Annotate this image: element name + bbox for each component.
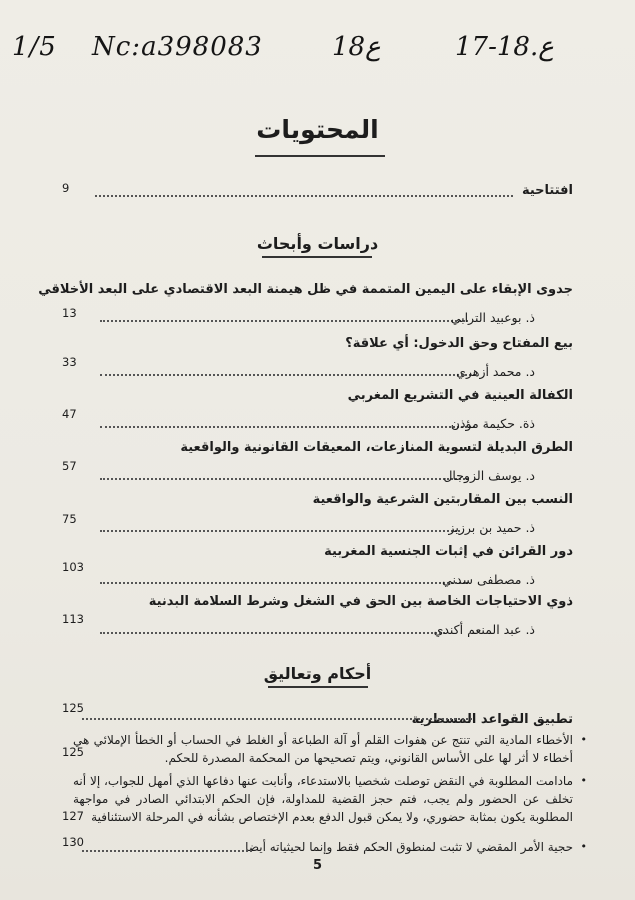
page-number: 75	[62, 512, 77, 526]
page-number: 113	[62, 612, 84, 626]
ruling-text: حجية الأمر المقضي لا تثبت لمنطوق الحكم فقط وإنما لحيثياته أيضا	[245, 840, 573, 854]
leader-dots	[100, 478, 468, 480]
article-title: جدوى الإبقاء على اليمين المتممة في ظل هيمنة البعد الاقتصادي على البعد الأخلاقي	[38, 282, 573, 297]
ruling-item	[73, 838, 587, 856]
article-title: الكفالة العينية في التشريع المغربي	[347, 388, 573, 403]
page-number: 57	[62, 459, 77, 473]
page-number: 127	[62, 809, 84, 823]
article-author: د. محمد أزهري	[456, 364, 535, 379]
article-author: د. يوسف الزوجال	[443, 468, 535, 483]
page-number: 13	[62, 306, 77, 320]
bullet-icon: •	[580, 733, 587, 746]
handwritten-code: Nc:a398083	[92, 32, 263, 62]
article-title: ذوي الاحتياجات الخاصة بين الحق في الشغل وشرط السلامة البدنية	[148, 594, 573, 609]
rulings-heading: تطبيق القواعد المسطرية	[411, 712, 573, 727]
ruling-text: الأخطاء المادية التي تنتج عن هفوات القلم أو آلة الطباعة أو الغلط في الحساب أو الخطأ الإملائي هي أخطاء لا أثر لها على الأساس القانوني، ويتم تصحيحها من المحكمة المصدرة للحكم.	[73, 733, 573, 765]
article-author: ذة. حكيمة مؤذن	[450, 416, 535, 431]
page-footer-number: 5	[312, 858, 323, 873]
leader-dots	[100, 632, 445, 634]
page-number: 47	[62, 407, 77, 421]
leader-dots	[100, 320, 468, 322]
leader-dots	[95, 195, 513, 197]
section-underline	[268, 686, 368, 688]
title-underline	[255, 155, 385, 157]
page-number: 9	[62, 181, 70, 195]
ruling-item	[73, 731, 587, 767]
bullet-icon: •	[580, 774, 587, 787]
section-rulings: أحكام وتعاليق	[263, 664, 372, 683]
leader-dots	[100, 530, 460, 532]
page-number: 125	[62, 701, 84, 715]
leader-dots	[82, 850, 252, 852]
leader-dots	[100, 582, 468, 584]
bullet-icon: •	[580, 840, 587, 853]
ruling-text: مادامت المطلوبة في النقض توصلت شخصيا بالاستدعاء، وأنابت عنها دفاعها الذي أمهل للجواب، إلا أنه تخلف عن الحضور ولم يجب، فتم حجز القضية للمداولة، فإن الحكم الابتدائي الصادر في مواجهة المطلوبة يكون بمثابة حضوري، ولا يمكن قبول الدفع بعدم الإختصاص بشأنه في المرحلة الاستئنافية	[73, 774, 573, 824]
leader-dots	[100, 374, 475, 376]
article-title: الطرق البديلة لتسوية المنازعات، المعيقات القانونية والواقعية	[180, 440, 573, 455]
leader-dots	[82, 718, 472, 720]
article-author: ذ. عبد المنعم أكندي	[433, 622, 535, 637]
article-author: ذ. بوعبيد الترابي	[450, 310, 535, 325]
ruling-item	[73, 772, 587, 826]
section-studies: دراسات وأبحاث	[256, 234, 379, 253]
handwritten-fraction: 1/5	[12, 32, 57, 62]
leader-dots	[100, 426, 475, 428]
page-number: 33	[62, 355, 77, 369]
article-author: ذ. مصطفى سدني	[442, 572, 535, 587]
intro-title: افتتاحية	[521, 183, 573, 198]
article-title: بيع المفتاح وحق الدخول: أي علاقة؟	[345, 336, 573, 351]
page-number: 130	[62, 835, 84, 849]
page-title: المحتويات	[256, 115, 379, 144]
page-number: 125	[62, 745, 84, 759]
article-title: دور القرائن في إثبات الجنسية المغربية	[324, 544, 573, 559]
handwritten-issue: ع.18-17	[455, 32, 554, 62]
page-number: 103	[62, 560, 84, 574]
article-author: ذ. حميد بن برزيز	[448, 520, 535, 535]
handwritten-mark: ع18	[332, 32, 381, 62]
article-title: النسب بين المقاربتين الشرعية والواقعية	[312, 492, 573, 507]
section-underline	[262, 256, 372, 258]
